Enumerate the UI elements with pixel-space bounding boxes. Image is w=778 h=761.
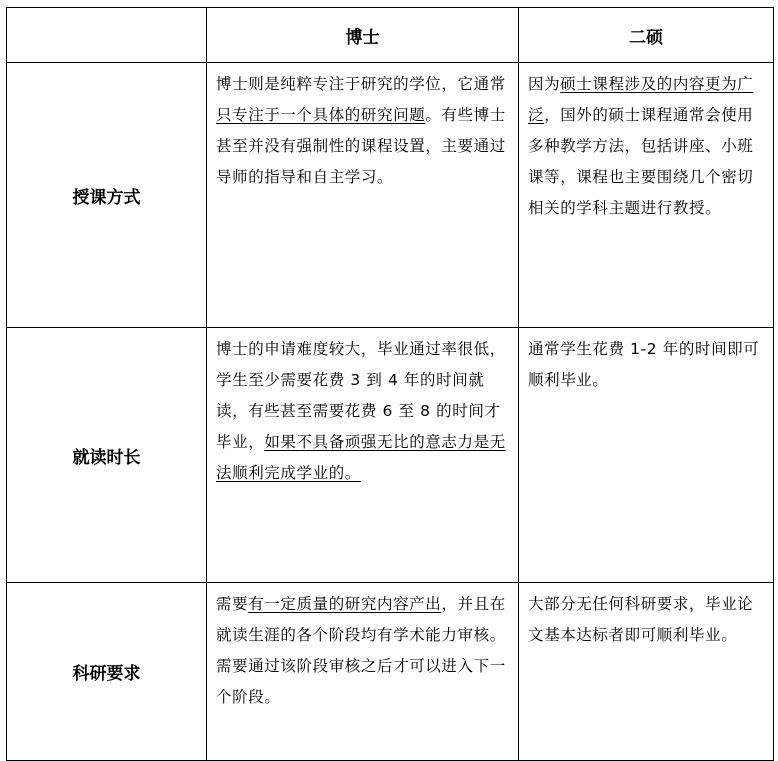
- cell-text: 博士则是纯粹专注于研究的学位，它通常: [216, 75, 506, 93]
- masters-cell: [519, 583, 774, 761]
- cell-text: ，国外的硕士课程通常会使用多种教学方法，包括讲座、小班课等，课程也主要围绕几个密切相关的学科主题进行教授。: [528, 106, 754, 217]
- masters-cell: [519, 328, 774, 583]
- row-label: 就读时长: [7, 328, 207, 583]
- table-row-research: [7, 583, 774, 761]
- underlined-text: 只专注于一个具体的研究问题: [216, 106, 426, 124]
- header-masters: 二硕: [519, 8, 774, 63]
- cell-text: 通常学生花费 1-2 年的时间即可顺利毕业。: [528, 340, 760, 389]
- header-row: [7, 8, 774, 63]
- comparison-table: [6, 7, 774, 761]
- row-label: 科研要求: [7, 583, 207, 761]
- header-corner-cell: [7, 8, 207, 63]
- phd-cell: [207, 63, 519, 328]
- cell-text: ，并且在就读生涯的各个阶段均有学术能力审核。需要通过该阶段审核之后才可以进入下一个阶段。: [216, 595, 506, 706]
- header-phd: 博士: [207, 8, 519, 63]
- phd-cell: [207, 583, 519, 761]
- phd-cell: [207, 328, 519, 583]
- cell-text: 需要: [216, 595, 249, 613]
- table-row-teaching: [7, 63, 774, 328]
- cell-text: 。有些博士甚至并没有强制性的课程设置，主要通过导师的指导和自主学习。: [216, 106, 506, 186]
- underlined-text: 有一定质量的研究内容产出: [248, 595, 442, 613]
- row-label: 授课方式: [7, 63, 207, 328]
- cell-text: 因为: [528, 75, 561, 93]
- cell-text: 博士的申请难度较大，毕业通过率很低，学生至少需要花费 3 到 4 年的时间就读，有些甚至需要花费 6 至 8 的时间才毕业，: [216, 340, 506, 451]
- table-row-duration: [7, 328, 774, 583]
- underlined-text: 如果不具备顽强无比的意志力是无法顺利完成学业的。: [216, 433, 506, 482]
- masters-cell: [519, 63, 774, 328]
- underlined-text: 硕士课程涉及的内容更为广泛: [528, 75, 754, 124]
- cell-text: 大部分无任何科研要求，毕业论文基本达标者即可顺利毕业。: [528, 595, 754, 644]
